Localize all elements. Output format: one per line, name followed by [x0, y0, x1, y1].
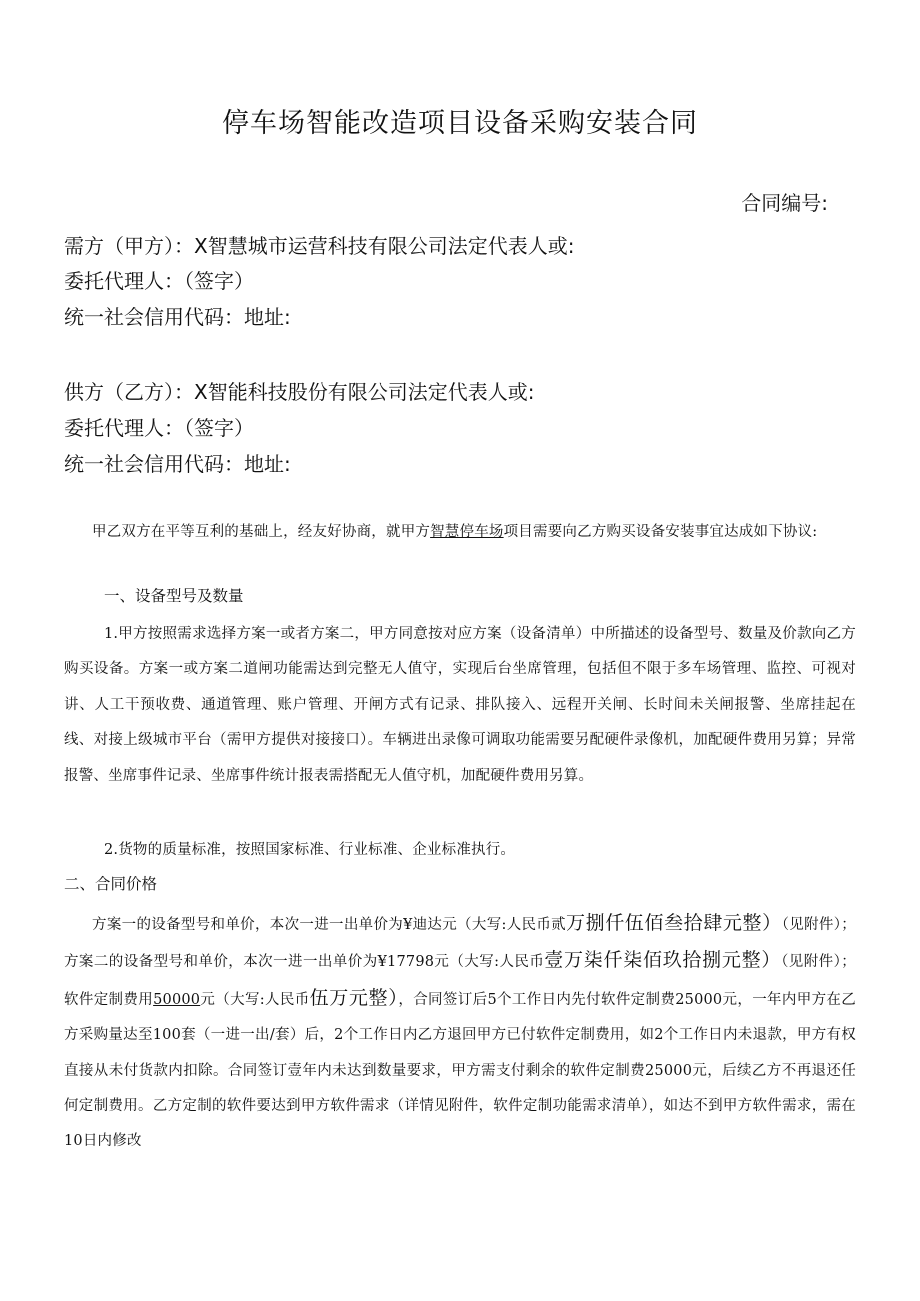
section-1-item-1: 1.甲方按照需求选择方案一或者方案二，甲方同意按对应方案（设备清单）中所描述的设备型号、数量及价款向乙方购买设备。方案一或方案二道闸功能需达到完整无人值守，实现后台坐席管理，包括但不限于多车场管理、监控、可视对讲、人工干预收费、通道管理、账户管理、开闸方式有记录、排队接入、远程开关闸、长时间未关闸报警、坐席挂起在线、对接上级城市平台（需甲方提供对接接口）。车辆进出录像可调取功能需要另配硬件录像机，加配硬件费用另算；异常报警、坐席事件记录、坐席事件统计报表需搭配无人值守机，加配硬件费用另算。 — [64, 626, 856, 784]
price-text-3: （见附件）；软件定制费用 — [64, 954, 856, 1008]
price-text-1: 方案一的设备型号和单价，本次一进一出单价为¥迪达元（大写:人民币贰 — [92, 917, 566, 933]
section-1-item-2: 2.货物的质量标准，按照国家标准、行业标准、企业标准执行。 — [104, 842, 516, 858]
price-amount-words-2: 壹万柒仟柒佰玖拾捌元整） — [544, 949, 782, 972]
party-a-agent: 委托代理人：（签字） — [64, 269, 254, 293]
software-fee-amount: 50000 — [153, 991, 201, 1008]
party-b-name: 供方（乙方）：X智能科技股份有限公司法定代表人或: — [64, 380, 535, 404]
contract-number-label: 合同编号: — [741, 191, 828, 215]
party-a-credit-code: 统一社会信用代码：地址: — [64, 305, 291, 329]
price-text-2: （见附件）；方案二的设备型号和单价，本次一进一出单价为¥17798元（大写:人民币 — [64, 917, 856, 971]
intro-text-post: 项目需要向乙方购买设备安装事宜达成如下协议: — [503, 524, 818, 540]
section-2-heading: 二、合同价格 — [64, 875, 158, 893]
party-b-agent: 委托代理人：（签字） — [64, 416, 254, 440]
price-amount-words-1: 万捌仟伍佰叁拾肆元整） — [565, 912, 782, 934]
intro-underlined-project: 智慧停车场 — [430, 524, 504, 540]
party-a-name: 需方（甲方）：X智慧城市运营科技有限公司法定代表人或: — [64, 234, 575, 258]
section-2-price-paragraph — [64, 906, 856, 1160]
page-title: 停车场智能改造项目设备采购安装合同 — [222, 108, 698, 139]
price-text-4: 元（大写:人民币 — [200, 991, 310, 1008]
party-b-credit-code: 统一社会信用代码：地址: — [64, 452, 291, 476]
price-text-5: ，合同签订后5个工作日内先付软件定制费25000元，一年内甲方在乙方采购量达至100套（一进一出/套）后，2个工作日内乙方退回甲方已付软件定制费用，如2个工作日内未退款，甲方有权直接从未付货款内扣除。合同签订壹年内未达到数量要求，甲方需支付剩余的软件定制费25000元，后续乙方不再退还任何定制费用。乙方定制的软件要达到甲方软件需求（详情见附件，软件定制功能需求清单），如达不到甲方软件需求，需在10日内修改 — [64, 991, 856, 1150]
section-1-heading: 一、设备型号及数量 — [104, 587, 244, 605]
intro-text-pre: 甲乙双方在平等互利的基础上，经友好协商，就甲方 — [92, 524, 431, 540]
intro-paragraph — [64, 520, 856, 544]
software-fee-words: 伍万元整） — [309, 986, 399, 1009]
